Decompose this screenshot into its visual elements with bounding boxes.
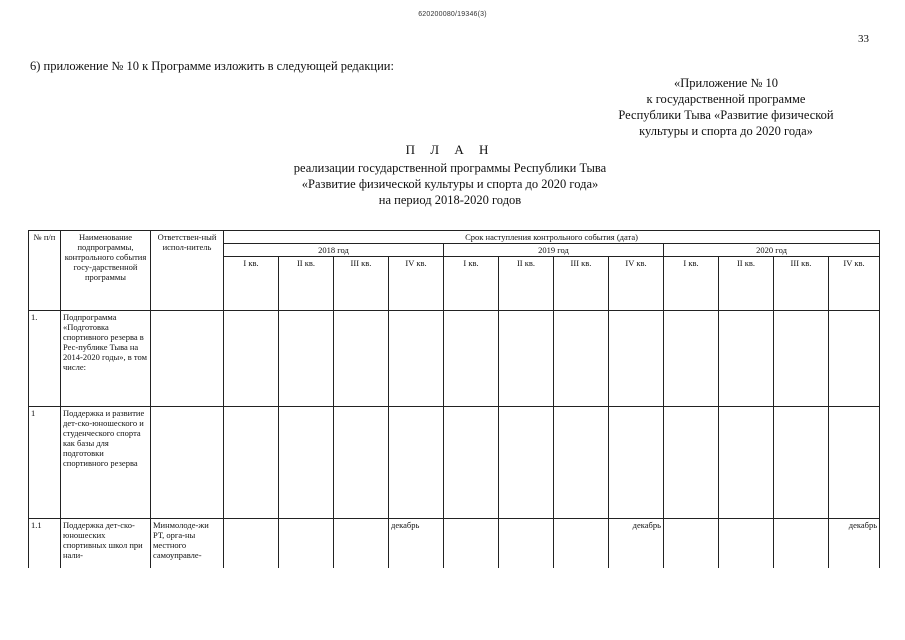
header-quarter: III кв. bbox=[554, 257, 609, 311]
quarter-cell bbox=[664, 311, 719, 407]
row-number: 1 bbox=[29, 407, 61, 519]
quarter-cell bbox=[664, 407, 719, 519]
table-row bbox=[29, 311, 880, 407]
header-quarter: IV кв. bbox=[609, 257, 664, 311]
quarter-cell bbox=[554, 311, 609, 407]
appendix-line: Республики Тыва «Развитие физической bbox=[618, 108, 834, 122]
document-code: 620200080/19346(3) bbox=[418, 11, 487, 18]
quarter-cell bbox=[389, 311, 444, 407]
plan-subtitle: реализации государственной программы Республики Тыва bbox=[293, 161, 607, 175]
quarter-cell bbox=[279, 311, 334, 407]
row-number: 1. bbox=[29, 311, 61, 407]
quarter-cell bbox=[444, 407, 499, 519]
header-quarter: II кв. bbox=[719, 257, 774, 311]
appendix-line: к государственной программе bbox=[646, 92, 806, 106]
table-row bbox=[29, 407, 880, 519]
quarter-cell bbox=[334, 407, 389, 519]
quarter-cell bbox=[224, 311, 279, 407]
plan-heading bbox=[200, 142, 700, 208]
header-number: № п/п bbox=[29, 231, 61, 311]
header-quarter: II кв. bbox=[279, 257, 334, 311]
plan-period: на период 2018-2020 годов bbox=[378, 193, 522, 207]
quarter-cell bbox=[334, 311, 389, 407]
quarter-cell bbox=[444, 311, 499, 407]
quarter-cell bbox=[719, 311, 774, 407]
appendix-reference bbox=[581, 75, 871, 139]
quarter-cell bbox=[224, 407, 279, 519]
row-responsible bbox=[151, 311, 224, 407]
row-name: Поддержка и развитие дет-ско-юношеского и студенческого спорта как базы для подготовки спортивного резерва bbox=[61, 407, 151, 519]
quarter-cell bbox=[389, 407, 444, 519]
page-bottom-margin bbox=[0, 568, 905, 640]
plan-table bbox=[28, 230, 880, 579]
quarter-cell bbox=[499, 311, 554, 407]
row-name: Подпрограмма «Подготовка спортивного резерва в Рес-публике Тыва на 2014-2020 годы», в том числе: bbox=[61, 311, 151, 407]
row-responsible: Минмолоде-жи РТ, орга-ны местного самоуправле- bbox=[151, 519, 224, 579]
quarter-cell bbox=[774, 407, 829, 519]
quarter-cell bbox=[499, 407, 554, 519]
page-number: 33 bbox=[858, 33, 869, 45]
header-quarter: III кв. bbox=[774, 257, 829, 311]
header-quarter: I кв. bbox=[664, 257, 719, 311]
appendix-line: «Приложение № 10 bbox=[673, 76, 779, 90]
plan-subtitle: «Развитие физической культуры и спорта до 2020 года» bbox=[301, 177, 599, 191]
header-year: 2020 год bbox=[664, 244, 880, 257]
quarter-cell: декабрь bbox=[389, 519, 444, 579]
quarter-cell bbox=[719, 407, 774, 519]
quarter-cell: декабрь bbox=[829, 519, 880, 579]
quarter-cell bbox=[609, 407, 664, 519]
quarter-cell bbox=[609, 311, 664, 407]
quarter-cell bbox=[829, 407, 880, 519]
quarter-cell bbox=[554, 407, 609, 519]
row-name: Поддержка дет-ско-юношеских спортивных школ при нали- bbox=[61, 519, 151, 579]
header-deadline: Срок наступления контрольного события (дата) bbox=[224, 231, 880, 244]
plan-title: П Л А Н bbox=[405, 142, 495, 157]
quarter-cell: декабрь bbox=[609, 519, 664, 579]
header-year: 2019 год bbox=[444, 244, 664, 257]
header-name: Наименование подпрограммы, контрольного события госу-дарственной программы bbox=[61, 231, 151, 311]
quarter-cell bbox=[774, 311, 829, 407]
header-year: 2018 год bbox=[224, 244, 444, 257]
header-responsible: Ответствен-ный испол-нитель bbox=[151, 231, 224, 311]
header-quarter: I кв. bbox=[444, 257, 499, 311]
quarter-cell bbox=[829, 311, 880, 407]
header-quarter: IV кв. bbox=[389, 257, 444, 311]
header-quarter: IV кв. bbox=[829, 257, 880, 311]
row-number: 1.1 bbox=[29, 519, 61, 579]
row-responsible bbox=[151, 407, 224, 519]
appendix-line: культуры и спорта до 2020 года» bbox=[639, 124, 813, 138]
header-quarter: III кв. bbox=[334, 257, 389, 311]
header-quarter: II кв. bbox=[499, 257, 554, 311]
quarter-cell bbox=[279, 407, 334, 519]
amendment-text: 6) приложение № 10 к Программе изложить в следующей редакции: bbox=[30, 59, 394, 73]
header-quarter: I кв. bbox=[224, 257, 279, 311]
